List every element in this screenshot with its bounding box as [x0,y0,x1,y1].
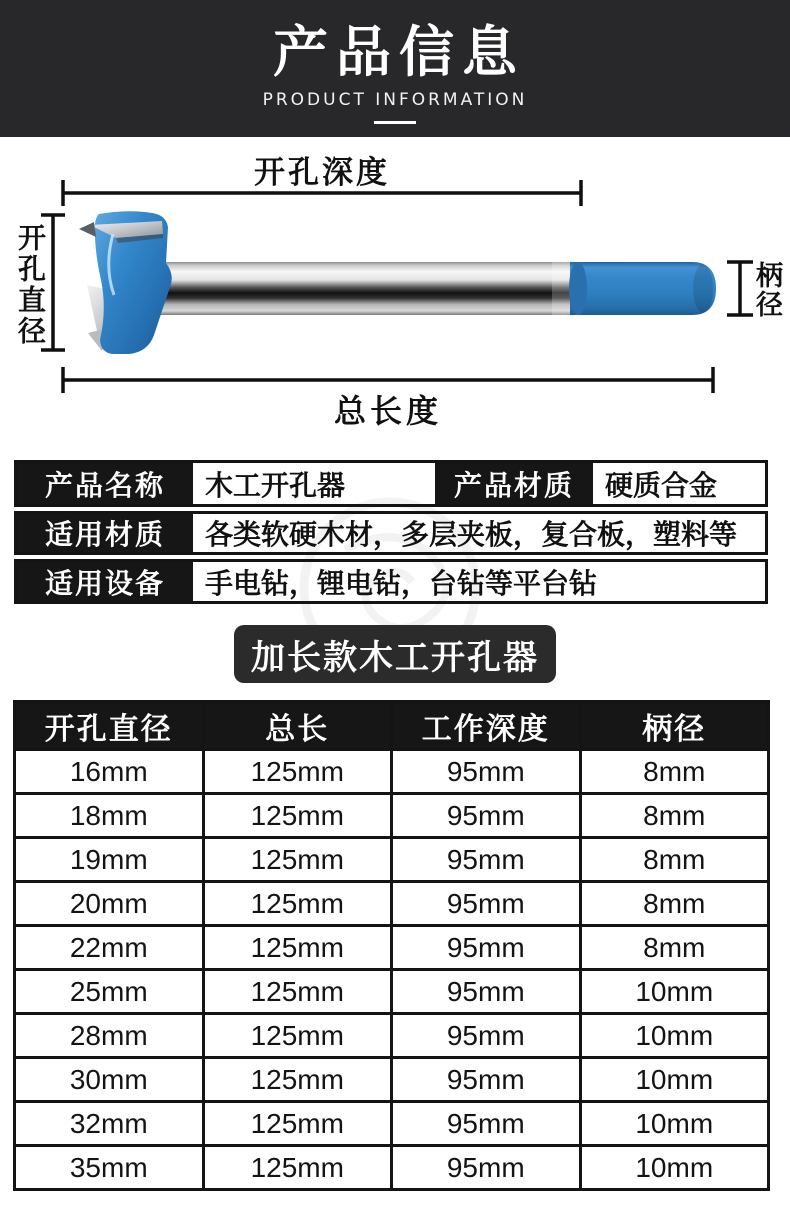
info-label-product-name: 产品名称 [17,463,193,504]
spec-cell: 125mm [203,882,392,926]
spec-header-cell: 工作深度 [392,702,581,750]
info-label-applicable-equipment: 适用设备 [17,562,193,601]
spec-cell: 125mm [203,1102,392,1146]
info-value-product-name: 木工开孔器 [205,468,346,502]
spec-row [15,1014,769,1058]
spec-header-cell: 总长 [203,702,392,750]
spec-cell: 95mm [392,970,581,1014]
spec-cell: 22mm [15,926,204,970]
page-title: 产品信息 [272,20,525,84]
info-row-equipment [14,559,768,604]
spec-table-head [15,702,769,750]
spec-header-cell: 开孔直径 [15,702,204,750]
spec-cell: 95mm [392,750,581,794]
spec-cell: 10mm [580,1102,769,1146]
spec-cell: 10mm [580,970,769,1014]
info-row-product [14,460,768,507]
spec-cell: 95mm [392,1058,581,1102]
spec-cell: 8mm [580,882,769,926]
spec-header-row [15,702,769,750]
info-value-applicable-equipment: 手电钻，锂电钻，台钻等平台钻 [205,566,598,600]
spec-cell: 32mm [15,1102,204,1146]
info-value-applicable-materials: 各类软硬木材，多层夹板，复合板，塑料等 [205,518,738,551]
drill-shank [569,262,716,315]
info-value-product-material: 硬质合金 [605,468,718,502]
spec-cell: 8mm [580,926,769,970]
spec-cell: 20mm [15,882,204,926]
spec-row [15,882,769,926]
drill-head [79,211,172,354]
spec-cell: 125mm [203,1146,392,1190]
spec-cell: 125mm [203,926,392,970]
spec-cell: 125mm [203,1014,392,1058]
dim-label-shank-diameter: 柄径 [751,261,782,319]
spec-cell: 125mm [203,970,392,1014]
page-header [0,0,790,137]
spec-cell: 25mm [15,970,204,1014]
page-subtitle: PRODUCT INFORMATION [262,90,528,110]
spec-cell: 95mm [392,926,581,970]
spec-cell: 95mm [392,1146,581,1190]
dim-label-hole-diameter: 开孔直径 [14,223,47,347]
dim-label-hole-depth: 开孔深度 [254,155,390,191]
spec-cell: 18mm [15,794,204,838]
spec-cell: 95mm [392,794,581,838]
spec-table-wrap [13,700,770,1191]
spec-cell: 95mm [392,1102,581,1146]
spec-row [15,794,769,838]
spec-row [15,970,769,1014]
spec-cell: 125mm [203,1058,392,1102]
spec-row [15,838,769,882]
spec-header-cell: 柄径 [580,702,769,750]
spec-cell: 95mm [392,838,581,882]
spec-row [15,1146,769,1190]
spec-table [13,700,770,1191]
spec-cell: 10mm [580,1058,769,1102]
spec-row [15,1058,769,1102]
spec-cell: 8mm [580,794,769,838]
spec-row [15,1102,769,1146]
drill-shaft [158,262,580,315]
spec-row [15,926,769,970]
spec-cell: 10mm [580,1146,769,1190]
spec-cell: 35mm [15,1146,204,1190]
spec-cell: 28mm [15,1014,204,1058]
spec-cell: 95mm [392,1014,581,1058]
info-label-applicable-materials: 适用材质 [17,514,193,552]
spec-cell: 8mm [580,838,769,882]
spec-cell: 95mm [392,882,581,926]
series-banner: 加长款木工开孔器 [234,625,556,683]
spec-cell: 30mm [15,1058,204,1102]
spec-cell: 8mm [580,750,769,794]
spec-cell: 125mm [203,794,392,838]
spec-cell: 16mm [15,750,204,794]
title-underline [374,121,416,124]
spec-cell: 19mm [15,838,204,882]
spec-table-body [15,750,769,1190]
spec-row [15,750,769,794]
spec-cell: 125mm [203,838,392,882]
info-row-materials [14,511,768,555]
spec-cell: 125mm [203,750,392,794]
info-label-product-material: 产品材质 [435,463,593,504]
spec-cell: 10mm [580,1014,769,1058]
dim-label-total-length: 总长度 [333,392,442,430]
